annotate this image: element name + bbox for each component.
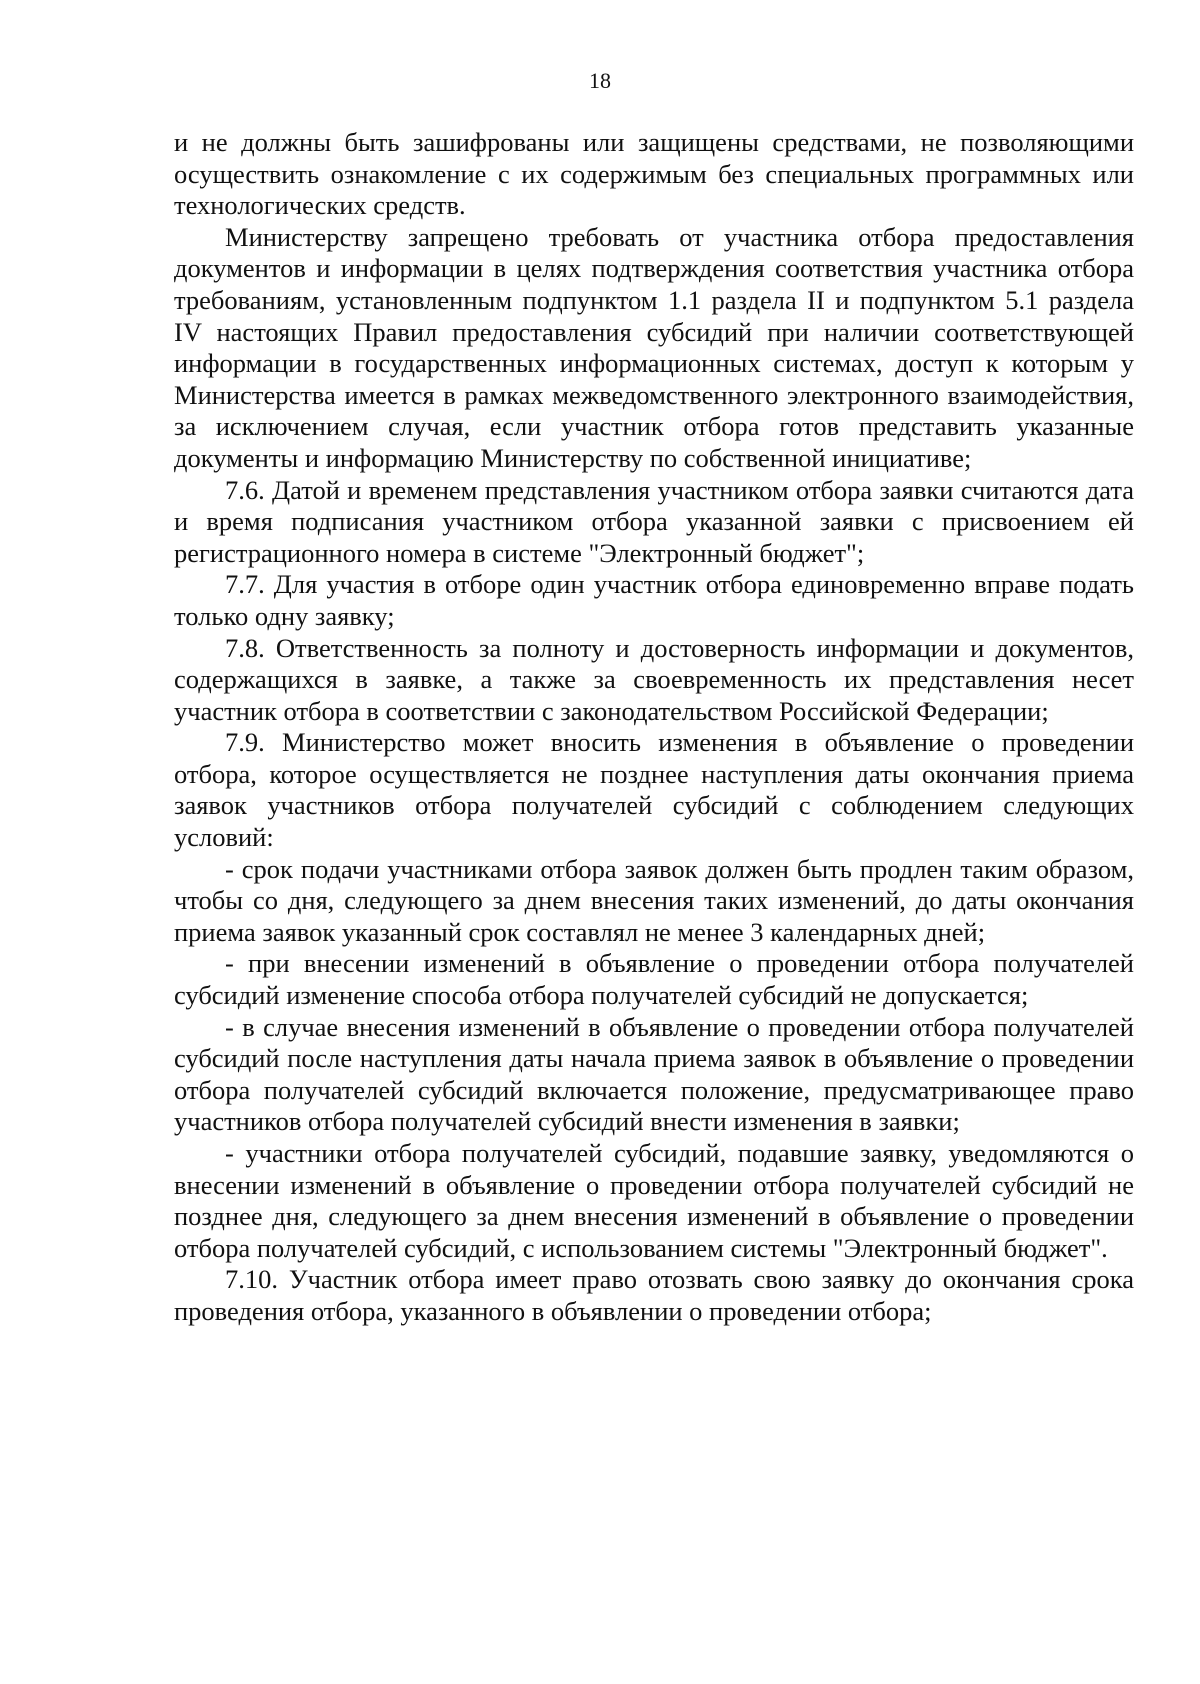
document-body: [174, 127, 1134, 1328]
list-item-notification: - участники отбора получателей субсидий, подавшие заявку, уведомляются о внесении изменений в объявление о проведении отбора получателей субсидий не позднее дня, следующего за днем внесения изменений в объявление о проведении отбора получателей субсидий, с использованием системы "Электронный бюджет".: [174, 1138, 1134, 1263]
paragraph-7-7: 7.7. Для участия в отборе один участник отбора единовременно вправе подать только одну заявку;: [174, 569, 1134, 631]
list-item-deadline-extension: - срок подачи участниками отбора заявок должен быть продлен таким образом, чтобы со дня, следующего за днем внесения таких изменений, до даты окончания приема заявок указанный срок составлял не менее 3 календарных дней;: [174, 853, 1134, 947]
paragraph-continuation: и не должны быть зашифрованы или защищены средствами, не позволяющими осуществить ознакомление с их содержимым без специальных программных или технологических средств.: [174, 127, 1134, 221]
paragraph-7-6: 7.6. Датой и временем представления участником отбора заявки считаются дата и время подписания участником отбора указанной заявки с присвоением ей регистрационного номера в системе "Электронный бюджет";: [174, 474, 1134, 568]
list-item-method-change: - при внесении изменений в объявление о проведении отбора получателей субсидий изменение способа отбора получателей субсидий не допускается;: [174, 948, 1134, 1011]
list-item-amendment-right: - в случае внесения изменений в объявление о проведении отбора получателей субсидий после наступления даты начала приема заявок в объявление о проведении отбора получателей субсидий включается положение, предусматривающее право участников отбора получателей субсидий внести изменения в заявки;: [174, 1011, 1134, 1137]
paragraph-ministry-prohibition: Министерству запрещено требовать от участника отбора предоставления документов и информации в целях подтверждения соответствия участника отбора требованиям, установленным подпунктом 1.1 раздела II и подпунктом 5.1 раздела IV настоящих Правил предоставления субсидий при наличии соответствующей информации в государственных информационных системах, доступ к которым у Министерства имеется в рамках межведомственного электронного взаимодействия, за исключением случая, если участник отбора готов представить указанные документы и информацию Министерству по собственной инициативе;: [174, 221, 1134, 473]
paragraph-7-10: 7.10. Участник отбора имеет право отозвать свою заявку до окончания срока проведения отбора, указанного в объявлении о проведении отбора;: [174, 1264, 1134, 1326]
page-number: 18: [589, 68, 611, 93]
paragraph-7-8: 7.8. Ответственность за полноту и достоверность информации и документов, содержащихся в заявке, а также за своевременность их представления несет участник отбора в соответствии с законодательством Российской Федерации;: [174, 632, 1134, 726]
paragraph-7-9: 7.9. Министерство может вносить изменения в объявление о проведении отбора, которое осуществляется не позднее наступления даты окончания приема заявок участников отбора получателей субсидий с соблюдением следующих условий:: [174, 727, 1134, 853]
